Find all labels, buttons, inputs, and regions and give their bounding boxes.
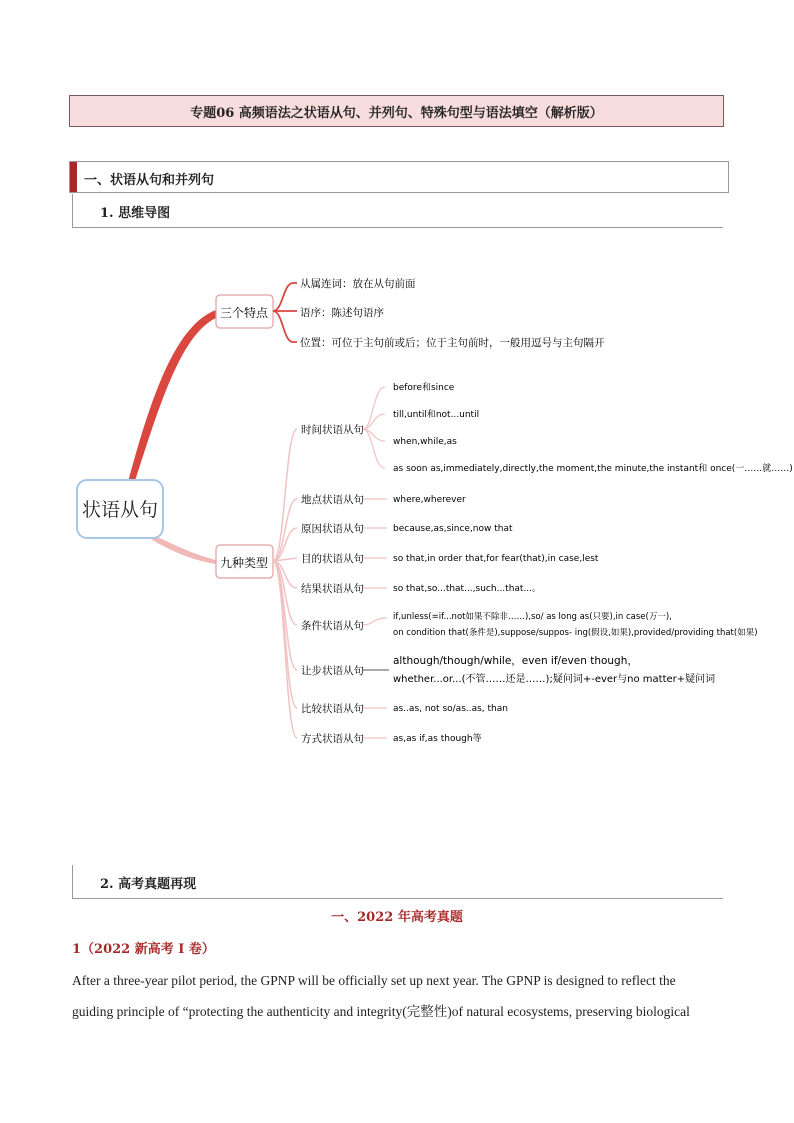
subsection-mindmap	[72, 194, 723, 228]
exam-heading: 一、2022 年高考真题	[331, 910, 463, 925]
mm-time-3: when,while,as	[393, 437, 457, 447]
mm-condition-label: 条件状语从句	[301, 620, 364, 632]
mm-feature-3: 位置：可位于主句前或后；位于主句前时，一般用逗号与主句隔开	[300, 337, 605, 349]
mm-types-label: 九种类型	[219, 556, 269, 570]
mm-result-label: 结果状语从句	[301, 583, 364, 595]
mm-branch-to-features	[128, 310, 216, 484]
mm-features-label: 三个特点	[219, 306, 269, 320]
mm-purpose-label: 目的状语从句	[301, 553, 364, 565]
passage-line-2: guiding principle of “protecting the authenticity and integrity(完整性)of natural ecosystems, preserving biological	[72, 1004, 690, 1019]
document-title	[69, 95, 724, 127]
mm-feature-2: 语序：陈述句语序	[300, 307, 384, 319]
mm-root-label: 状语从句	[81, 499, 159, 521]
mm-condition-line1: if,unless(=if...not如果不除非……),so/ as long as(只要),in case(万一),	[393, 612, 672, 622]
mm-time-label: 时间状语从句	[301, 424, 364, 436]
mm-comparison-text: as..as, not so/as..as, than	[393, 704, 508, 714]
mm-reason-text: because,as,since,now that	[393, 524, 513, 534]
document-title-text: 专题06 高频语法之状语从句、并列句、特殊句型与语法填空（解析版）	[190, 105, 603, 121]
mm-place-label: 地点状语从句	[301, 494, 364, 506]
mm-manner-text: as,as if,as though等	[393, 734, 482, 744]
question-label: 1（2022 新高考 I 卷）	[72, 942, 215, 957]
passage-line-1: After a three-year pilot period, the GPNP will be officially set up next year. The GPNP is designed to reflect the	[72, 973, 676, 988]
section-accent-bar	[70, 162, 77, 192]
mm-concession-line2: whether...or...(不管……还是……);疑问词+-ever与no matter+疑问词	[393, 674, 716, 685]
mm-purpose-text: so that,in order that,for fear(that),in case,lest	[393, 554, 599, 564]
mm-place-text: where,wherever	[393, 495, 466, 505]
mm-manner-label: 方式状语从句	[301, 733, 364, 745]
mm-time-4: as soon as,immediately,directly,the moment,the minute,the instant和 once(一……就……)	[393, 464, 793, 474]
mm-concession-line1: although/though/while，even if/even though，	[393, 655, 638, 667]
mm-condition-line2: on condition that(条件是),suppose/suppos- ing(假设,如果),provided/providing that(如果)	[393, 628, 758, 638]
mm-comparison-label: 比较状语从句	[301, 703, 364, 715]
mm-reason-label: 原因状语从句	[301, 523, 364, 535]
mm-concession-label: 让步状语从句	[301, 665, 364, 677]
section-heading	[69, 161, 729, 193]
subsection-exam-text: 2. 高考真题再现	[100, 877, 197, 892]
section-heading-text: 一、状语从句和并列句	[84, 173, 215, 188]
mm-time-2: till,until和not...until	[393, 410, 480, 420]
subsection-mindmap-text: 1. 思维导图	[100, 206, 171, 221]
mm-time-1: before和since	[393, 383, 455, 393]
subsection-exam	[72, 865, 723, 899]
mind-map	[0, 240, 794, 770]
mm-feature-1: 从属连词：放在从句前面	[300, 278, 416, 290]
mm-result-text: so that,so...that...,such...that...。	[393, 584, 542, 594]
mm-branch-to-types	[152, 536, 216, 564]
